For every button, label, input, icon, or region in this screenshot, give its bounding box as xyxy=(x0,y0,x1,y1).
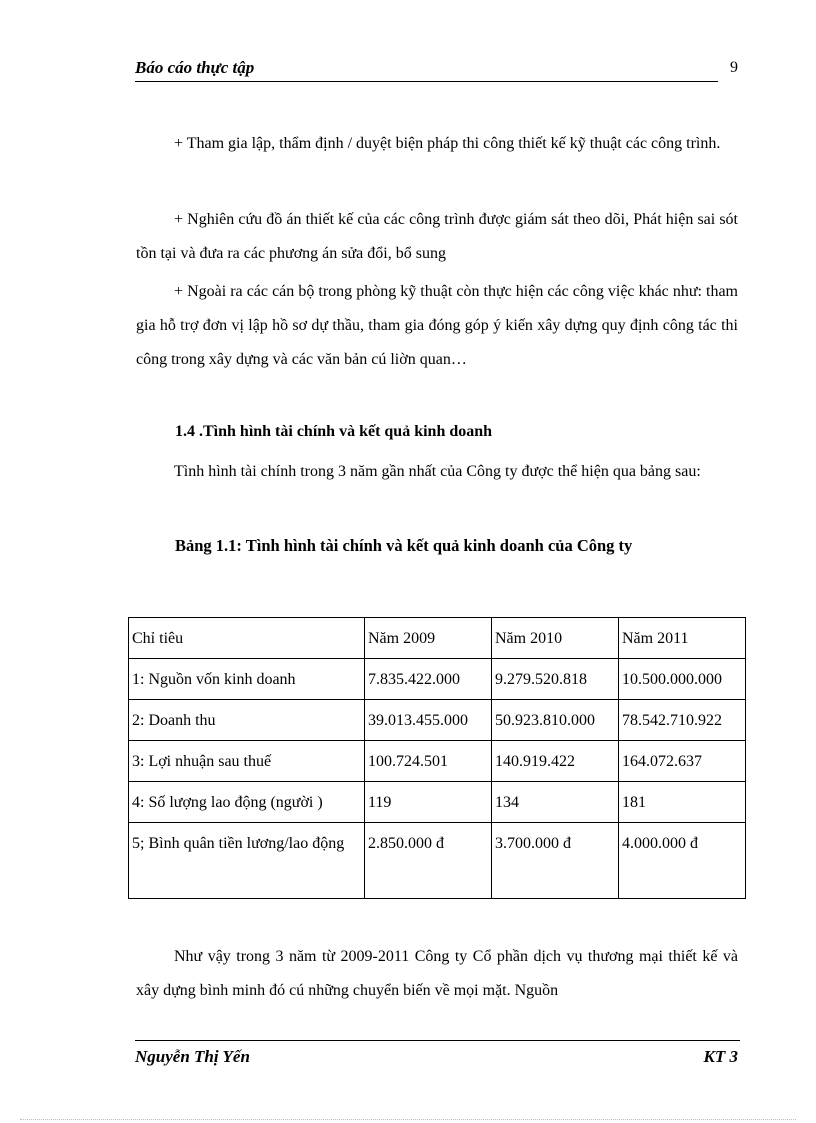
page-number: 9 xyxy=(730,59,738,76)
author-name: Nguyễn Thị Yến xyxy=(135,1047,250,1066)
header-cell-2010: Năm 2010 xyxy=(492,618,619,659)
row-label: 5; Bình quân tiền lương/lao động xyxy=(129,823,365,899)
value-2009: 2.850.000 đ xyxy=(365,823,492,899)
header-cell-2009: Năm 2009 xyxy=(365,618,492,659)
header-divider xyxy=(135,81,718,82)
table-row xyxy=(129,700,746,741)
header-cell-indicator: Chỉ tiêu xyxy=(129,618,365,659)
value-2011: 164.072.637 xyxy=(619,741,746,782)
paragraph-design-review: + Tham gia lập, thẩm định / duyệt biện pháp thi công thiết kế kỹ thuật các công trình. xyxy=(174,135,721,152)
value-2011: 181 xyxy=(619,782,746,823)
footer-divider xyxy=(135,1040,740,1041)
row-label: 1: Nguồn vốn kinh doanh xyxy=(129,659,365,700)
section-heading: 1.4 .Tình hình tài chính và kết quả kinh doanh xyxy=(175,423,493,440)
page-header xyxy=(135,58,740,84)
header-cell-2011: Năm 2011 xyxy=(619,618,746,659)
value-2009: 100.724.501 xyxy=(365,741,492,782)
table-row xyxy=(129,741,746,782)
report-title: Báo cáo thực tập xyxy=(135,58,255,77)
table-header-row xyxy=(129,618,746,659)
value-2009: 119 xyxy=(365,782,492,823)
financial-table xyxy=(128,617,746,899)
paragraph-financial-intro: Tình hình tài chính trong 3 năm gần nhất của Công ty được thể hiện qua bảng sau: xyxy=(174,463,701,480)
row-label: 2: Doanh thu xyxy=(129,700,365,741)
paragraph-design-research: + Nghiên cứu đồ án thiết kế của các công trình được giám sát theo dõi, Phát hiện sai sót tồn tại và đưa ra các phương án sửa đổi, bổ sung xyxy=(136,211,738,262)
value-2010: 50.923.810.000 xyxy=(492,700,619,741)
value-2010: 140.919.422 xyxy=(492,741,619,782)
paragraph-conclusion: Như vậy trong 3 năm từ 2009-2011 Công ty Cổ phần dịch vụ thương mại thiết kế và xây dựng bình minh đó cú những chuyển biến về mọi mặt. Nguồn xyxy=(136,948,738,999)
value-2010: 134 xyxy=(492,782,619,823)
value-2011: 4.000.000 đ xyxy=(619,823,746,899)
row-label: 4: Số lượng lao động (người ) xyxy=(129,782,365,823)
value-2009: 39.013.455.000 xyxy=(365,700,492,741)
table-row xyxy=(129,823,746,899)
value-2010: 9.279.520.818 xyxy=(492,659,619,700)
paragraph-other-tasks: + Ngoài ra các cán bộ trong phòng kỹ thuật còn thực hiện các công việc khác như: tham gia hỗ trợ đơn vị lập hồ sơ dự thầu, tham gia đóng góp ý kiến xây dựng quy định công tác thi công trong xây dựng và các văn bản cú liờn quan… xyxy=(136,283,738,368)
table-row xyxy=(129,782,746,823)
value-2011: 10.500.000.000 xyxy=(619,659,746,700)
table-row xyxy=(129,659,746,700)
value-2009: 7.835.422.000 xyxy=(365,659,492,700)
table-caption: Bảng 1.1: Tình hình tài chính và kết quả kinh doanh của Công ty xyxy=(175,536,633,555)
class-code: KT 3 xyxy=(703,1047,738,1066)
page-boundary xyxy=(20,1119,796,1120)
value-2011: 78.542.710.922 xyxy=(619,700,746,741)
page-footer xyxy=(135,1040,740,1072)
row-label: 3: Lợi nhuận sau thuế xyxy=(129,741,365,782)
value-2010: 3.700.000 đ xyxy=(492,823,619,899)
